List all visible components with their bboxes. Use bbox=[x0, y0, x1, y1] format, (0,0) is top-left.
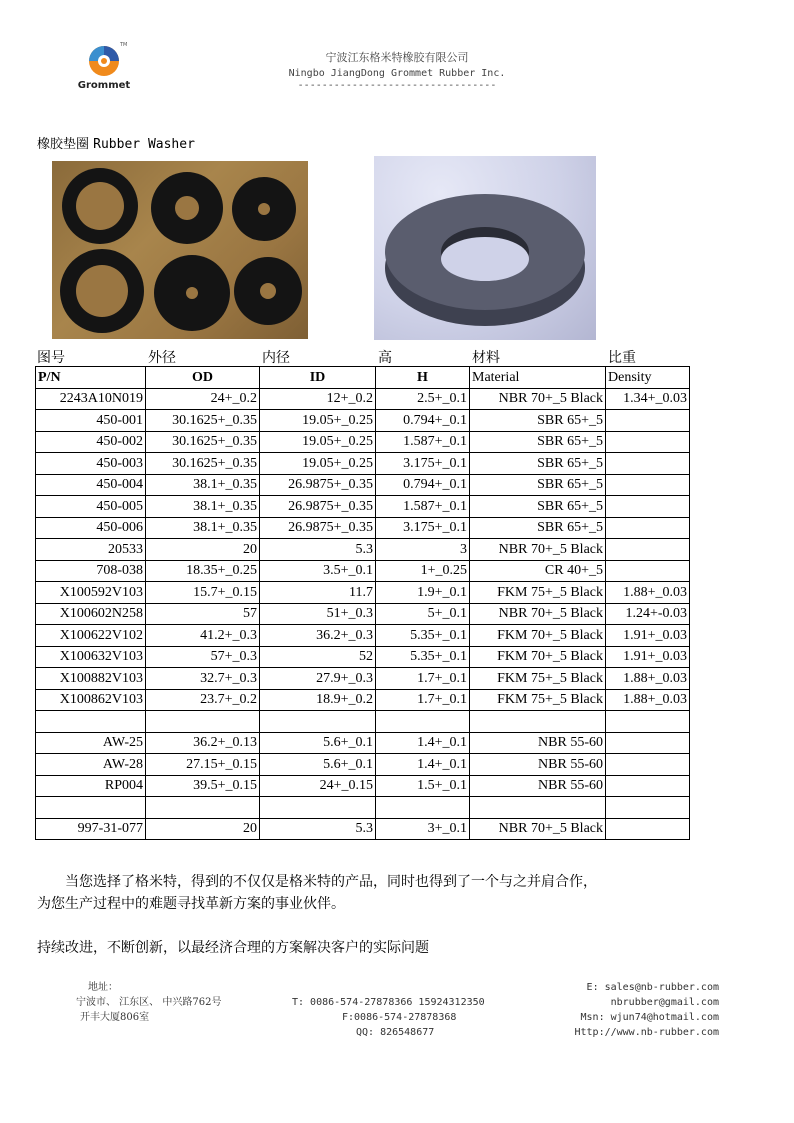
cell-h: 5+_0.1 bbox=[376, 603, 470, 625]
cell-pn bbox=[36, 797, 146, 819]
address-line-1: 宁波市、 江东区、 中兴路762号 bbox=[76, 997, 222, 1008]
table-row bbox=[36, 539, 690, 561]
table-row bbox=[36, 668, 690, 690]
cn-heading-material: 材料 bbox=[472, 350, 500, 366]
cell-id bbox=[260, 711, 376, 733]
cell-id: 5.3 bbox=[260, 539, 376, 561]
cell-h: 1.4+_0.1 bbox=[376, 732, 470, 754]
cn-heading-id: 内径 bbox=[262, 350, 290, 366]
header-pn: P/N bbox=[36, 367, 146, 389]
table-row bbox=[36, 431, 690, 453]
cell-density bbox=[606, 754, 690, 776]
cell-pn: 708-038 bbox=[36, 560, 146, 582]
cell-od: 24+_0.2 bbox=[146, 388, 260, 410]
address-line-2: 开丰大厦806室 bbox=[80, 1012, 150, 1023]
cell-material: SBR 65+_5 bbox=[470, 431, 606, 453]
cell-density bbox=[606, 410, 690, 432]
cell-h: 5.35+_0.1 bbox=[376, 646, 470, 668]
cell-od: 57 bbox=[146, 603, 260, 625]
cell-od: 57+_0.3 bbox=[146, 646, 260, 668]
fax: F:0086-574-27878368 bbox=[342, 1012, 457, 1023]
cell-h bbox=[376, 797, 470, 819]
cell-id: 5.6+_0.1 bbox=[260, 754, 376, 776]
company-logo bbox=[76, 44, 136, 94]
telephone: T: 0086-574-27878366 15924312350 bbox=[292, 997, 485, 1008]
cell-density bbox=[606, 496, 690, 518]
cell-material: NBR 70+_5 Black bbox=[470, 388, 606, 410]
cell-id: 36.2+_0.3 bbox=[260, 625, 376, 647]
cell-pn: 2243A10N019 bbox=[36, 388, 146, 410]
cell-id: 5.3 bbox=[260, 818, 376, 840]
header-id: ID bbox=[260, 367, 376, 389]
cell-od: 27.15+_0.15 bbox=[146, 754, 260, 776]
cell-density bbox=[606, 711, 690, 733]
website-link[interactable]: Http://www.nb-rubber.com bbox=[574, 1027, 719, 1038]
cell-id: 26.9875+_0.35 bbox=[260, 474, 376, 496]
logo-text: Grommet bbox=[77, 80, 131, 91]
cell-pn: 450-002 bbox=[36, 431, 146, 453]
cell-material: FKM 75+_5 Black bbox=[470, 668, 606, 690]
table-row bbox=[36, 603, 690, 625]
header-density: Density bbox=[606, 367, 690, 389]
washer-closeup-photo bbox=[374, 156, 596, 340]
table-row bbox=[36, 797, 690, 819]
cell-pn: 450-004 bbox=[36, 474, 146, 496]
cell-density bbox=[606, 539, 690, 561]
table-row bbox=[36, 625, 690, 647]
cell-id: 12+_0.2 bbox=[260, 388, 376, 410]
cell-h: 1.9+_0.1 bbox=[376, 582, 470, 604]
washer-spec-table bbox=[35, 366, 690, 840]
cell-pn: X100632V103 bbox=[36, 646, 146, 668]
cell-id: 11.7 bbox=[260, 582, 376, 604]
cell-h: 3.175+_0.1 bbox=[376, 517, 470, 539]
cell-material: NBR 70+_5 Black bbox=[470, 603, 606, 625]
table-row bbox=[36, 560, 690, 582]
cell-material bbox=[470, 797, 606, 819]
table-row bbox=[36, 496, 690, 518]
cell-density bbox=[606, 732, 690, 754]
cell-h: 0.794+_0.1 bbox=[376, 410, 470, 432]
cell-h: 1.587+_0.1 bbox=[376, 496, 470, 518]
cell-material: SBR 65+_5 bbox=[470, 453, 606, 475]
footer-contact bbox=[575, 980, 720, 1040]
table-body bbox=[36, 388, 690, 840]
cell-material: SBR 65+_5 bbox=[470, 496, 606, 518]
cell-material: FKM 75+_5 Black bbox=[470, 582, 606, 604]
intro-line-1: 当您选择了格米特，得到的不仅仅是格米特的产品，同时也得到了一个与之并肩合作， bbox=[65, 874, 597, 890]
section-title-en: Rubber Washer bbox=[93, 137, 195, 152]
cell-id: 26.9875+_0.35 bbox=[260, 496, 376, 518]
cell-pn: AW-25 bbox=[36, 732, 146, 754]
cell-h: 1.587+_0.1 bbox=[376, 431, 470, 453]
cell-id: 3.5+_0.1 bbox=[260, 560, 376, 582]
cell-pn: X100882V103 bbox=[36, 668, 146, 690]
cell-h: 3.175+_0.1 bbox=[376, 453, 470, 475]
cell-density: 1.91+_0.03 bbox=[606, 646, 690, 668]
cell-id bbox=[260, 797, 376, 819]
cell-density: 1.88+_0.03 bbox=[606, 582, 690, 604]
cell-density bbox=[606, 775, 690, 797]
table-row bbox=[36, 646, 690, 668]
cell-h: 1.4+_0.1 bbox=[376, 754, 470, 776]
cell-material: FKM 75+_5 Black bbox=[470, 689, 606, 711]
address-label: 地址： bbox=[88, 982, 118, 993]
cell-od: 38.1+_0.35 bbox=[146, 517, 260, 539]
cell-pn: 450-003 bbox=[36, 453, 146, 475]
cell-id: 24+_0.15 bbox=[260, 775, 376, 797]
cell-id: 5.6+_0.1 bbox=[260, 732, 376, 754]
cell-od: 32.7+_0.3 bbox=[146, 668, 260, 690]
cell-id: 51+_0.3 bbox=[260, 603, 376, 625]
cell-id: 26.9875+_0.35 bbox=[260, 517, 376, 539]
cell-od: 38.1+_0.35 bbox=[146, 474, 260, 496]
cell-od: 20 bbox=[146, 818, 260, 840]
table-row bbox=[36, 754, 690, 776]
cell-h: 1+_0.25 bbox=[376, 560, 470, 582]
intro-line-2: 为您生产过程中的难题寻找革新方案的事业伙伴。 bbox=[37, 896, 345, 912]
cell-material: NBR 55-60 bbox=[470, 775, 606, 797]
cell-od: 38.1+_0.35 bbox=[146, 496, 260, 518]
cell-density bbox=[606, 431, 690, 453]
table-header-row bbox=[36, 367, 690, 389]
cell-id: 19.05+_0.25 bbox=[260, 431, 376, 453]
table-row bbox=[36, 689, 690, 711]
cell-pn: 450-005 bbox=[36, 496, 146, 518]
cell-density: 1.88+_0.03 bbox=[606, 689, 690, 711]
washers-illustration bbox=[52, 161, 308, 339]
cell-od: 36.2+_0.13 bbox=[146, 732, 260, 754]
cell-h: 1.7+_0.1 bbox=[376, 689, 470, 711]
cell-h: 2.5+_0.1 bbox=[376, 388, 470, 410]
footer-address bbox=[76, 980, 221, 1025]
cell-od: 39.5+_0.15 bbox=[146, 775, 260, 797]
cell-material: NBR 70+_5 Black bbox=[470, 539, 606, 561]
cell-od: 41.2+_0.3 bbox=[146, 625, 260, 647]
cell-id: 19.05+_0.25 bbox=[260, 453, 376, 475]
msn-contact[interactable]: Msn: wjun74@hotmail.com bbox=[580, 1012, 719, 1023]
cell-h: 3+_0.1 bbox=[376, 818, 470, 840]
cell-h: 1.5+_0.1 bbox=[376, 775, 470, 797]
cell-density bbox=[606, 474, 690, 496]
email-sales[interactable]: E: sales@nb-rubber.com bbox=[586, 982, 719, 993]
cell-od: 30.1625+_0.35 bbox=[146, 453, 260, 475]
cell-density bbox=[606, 818, 690, 840]
trademark-mark: TM bbox=[120, 42, 128, 48]
company-name-cn: 宁波江东格米特橡胶有限公司 bbox=[325, 51, 469, 64]
section-title bbox=[37, 133, 195, 152]
cell-material: SBR 65+_5 bbox=[470, 517, 606, 539]
cell-density bbox=[606, 797, 690, 819]
table-row bbox=[36, 818, 690, 840]
cell-density bbox=[606, 560, 690, 582]
header-rule: --------------------------------- bbox=[297, 80, 497, 91]
cell-od: 30.1625+_0.35 bbox=[146, 431, 260, 453]
cell-pn bbox=[36, 711, 146, 733]
cell-od bbox=[146, 711, 260, 733]
cell-material: CR 40+_5 bbox=[470, 560, 606, 582]
cell-material: SBR 65+_5 bbox=[470, 474, 606, 496]
cell-od bbox=[146, 797, 260, 819]
cell-pn: 997-31-077 bbox=[36, 818, 146, 840]
table-row bbox=[36, 517, 690, 539]
cn-heading-od: 外径 bbox=[148, 350, 176, 366]
cell-material: NBR 55-60 bbox=[470, 732, 606, 754]
cell-pn: X100862V103 bbox=[36, 689, 146, 711]
cell-id: 19.05+_0.25 bbox=[260, 410, 376, 432]
cell-od: 20 bbox=[146, 539, 260, 561]
table-row bbox=[36, 775, 690, 797]
cn-heading-h: 高 bbox=[378, 350, 392, 366]
company-name-en: Ningbo JiangDong Grommet Rubber Inc. bbox=[288, 68, 506, 79]
cell-density: 1.88+_0.03 bbox=[606, 668, 690, 690]
cell-od: 15.7+_0.15 bbox=[146, 582, 260, 604]
cell-pn: 20533 bbox=[36, 539, 146, 561]
cell-density: 1.24+-0.03 bbox=[606, 603, 690, 625]
cell-od: 30.1625+_0.35 bbox=[146, 410, 260, 432]
cn-heading-density: 比重 bbox=[608, 350, 636, 366]
table-row bbox=[36, 388, 690, 410]
table-row bbox=[36, 732, 690, 754]
cell-material: SBR 65+_5 bbox=[470, 410, 606, 432]
cell-id: 27.9+_0.3 bbox=[260, 668, 376, 690]
page-header bbox=[230, 50, 564, 90]
header-material: Material bbox=[470, 367, 606, 389]
table-row bbox=[36, 582, 690, 604]
cell-pn: 450-001 bbox=[36, 410, 146, 432]
cell-material: NBR 55-60 bbox=[470, 754, 606, 776]
cell-id: 18.9+_0.2 bbox=[260, 689, 376, 711]
cell-pn: X100602N258 bbox=[36, 603, 146, 625]
cell-h: 5.35+_0.1 bbox=[376, 625, 470, 647]
washer-closeup-illustration bbox=[374, 156, 596, 340]
motto-paragraph: 持续改进，不断创新，以最经济合理的方案解决客户的实际问题 bbox=[37, 940, 429, 956]
qq-number: QQ: 826548677 bbox=[356, 1027, 435, 1038]
cell-pn: AW-28 bbox=[36, 754, 146, 776]
table-row bbox=[36, 453, 690, 475]
footer-phone bbox=[292, 995, 485, 1040]
cell-od: 23.7+_0.2 bbox=[146, 689, 260, 711]
cell-od: 18.35+_0.25 bbox=[146, 560, 260, 582]
cell-pn: 450-006 bbox=[36, 517, 146, 539]
cell-density: 1.34+_0.03 bbox=[606, 388, 690, 410]
cn-heading-pn: 图号 bbox=[37, 350, 65, 366]
intro-paragraph bbox=[37, 871, 597, 915]
cell-h: 3 bbox=[376, 539, 470, 561]
cell-material: FKM 70+_5 Black bbox=[470, 625, 606, 647]
cell-density: 1.91+_0.03 bbox=[606, 625, 690, 647]
cell-pn: RP004 bbox=[36, 775, 146, 797]
table-row bbox=[36, 711, 690, 733]
cell-h: 0.794+_0.1 bbox=[376, 474, 470, 496]
cell-pn: X100622V102 bbox=[36, 625, 146, 647]
cell-density bbox=[606, 453, 690, 475]
table-row bbox=[36, 410, 690, 432]
cell-pn: X100592V103 bbox=[36, 582, 146, 604]
cell-h bbox=[376, 711, 470, 733]
cell-material: NBR 70+_5 Black bbox=[470, 818, 606, 840]
grommet-logo-icon bbox=[84, 44, 124, 78]
cell-material bbox=[470, 711, 606, 733]
section-title-cn: 橡胶垫圈 bbox=[37, 137, 90, 152]
email-gmail[interactable]: nbrubber@gmail.com bbox=[610, 997, 719, 1008]
header-od: OD bbox=[146, 367, 260, 389]
cell-density bbox=[606, 517, 690, 539]
header-h: H bbox=[376, 367, 470, 389]
cell-id: 52 bbox=[260, 646, 376, 668]
washers-photo bbox=[52, 161, 308, 339]
cell-h: 1.7+_0.1 bbox=[376, 668, 470, 690]
table-row bbox=[36, 474, 690, 496]
cell-material: FKM 70+_5 Black bbox=[470, 646, 606, 668]
